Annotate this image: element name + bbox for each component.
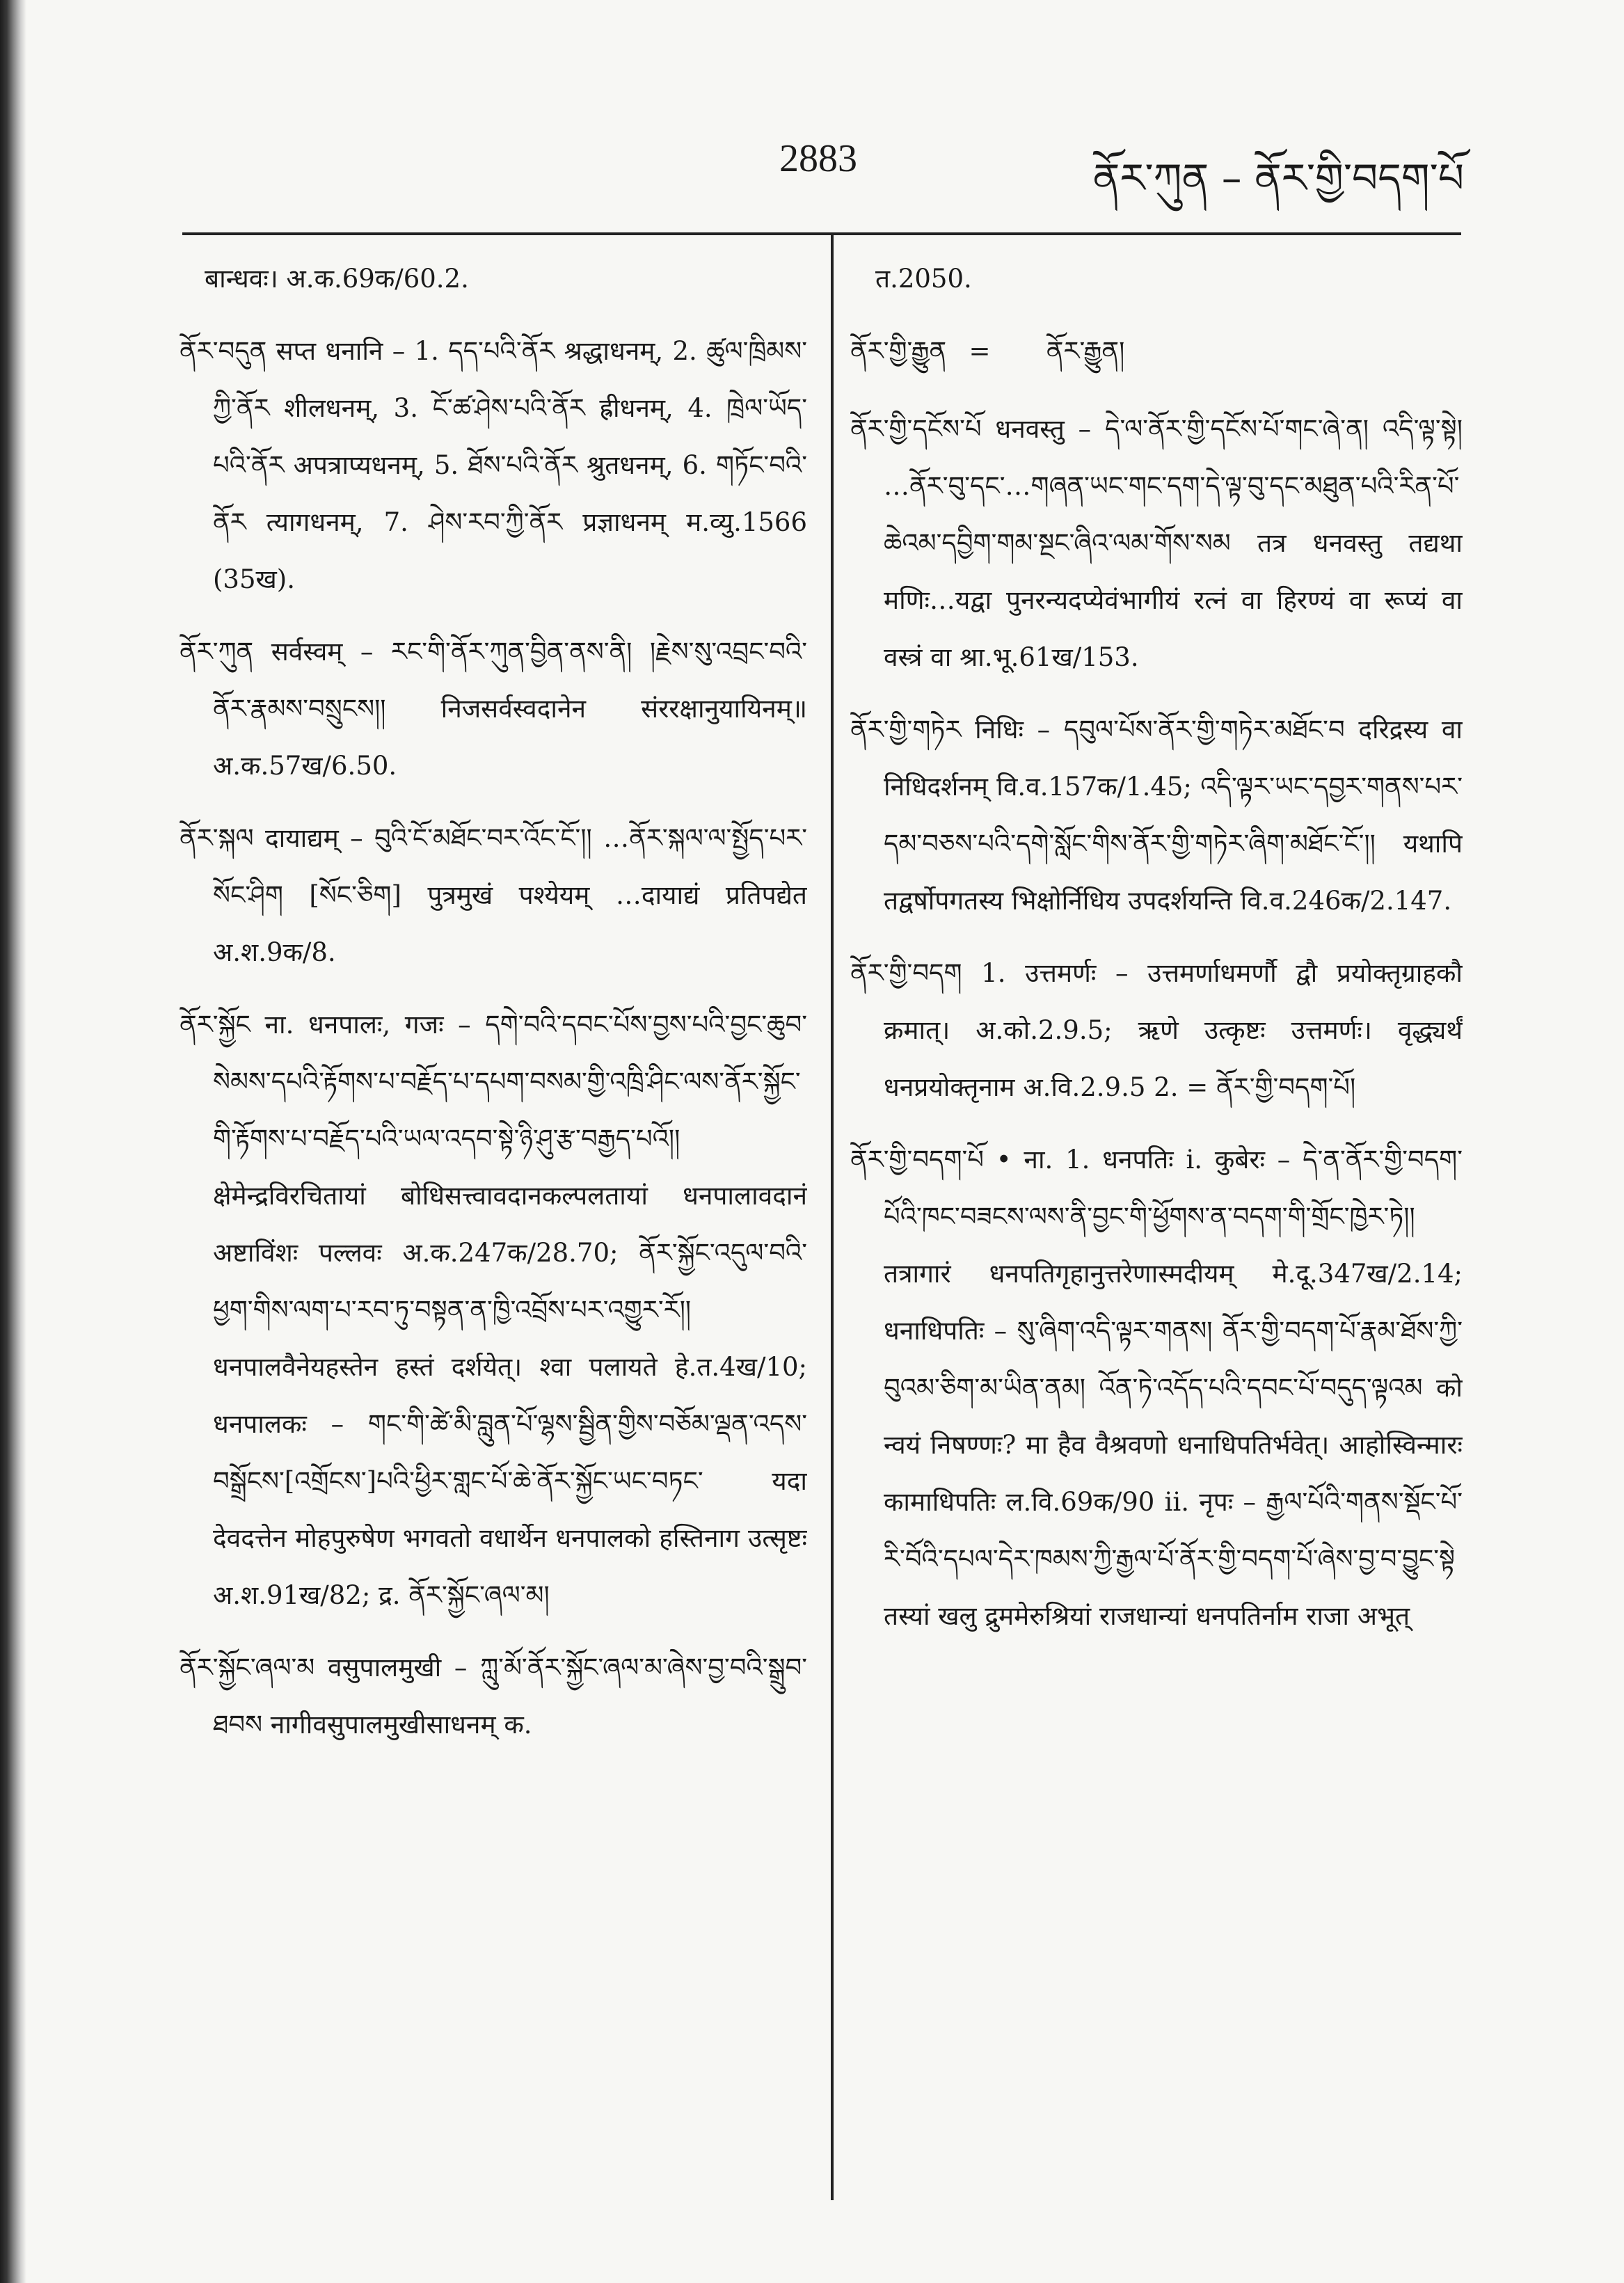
running-head: ནོར་ཀུན – ནོར་གྱི་བདག་པོ bbox=[1092, 154, 1464, 202]
header-rule bbox=[182, 232, 1461, 235]
column-divider bbox=[831, 234, 834, 2200]
dictionary-entry: त.2050. bbox=[875, 264, 972, 294]
dictionary-entry: ནོར་གྱི་བདག 1. उत्तमर्णः – उत्तमर्णाधमर्णौ द्वौ प्रयोक्तृग्राहकौ क्रमात्। अ.को.2.9.5; ऋणे उत्कृष्टः उत्तमर्णः। वृद्ध्यर्थं धनप्रयोक्तृनाम अ.वि.2.9.5 2. = ནོར་གྱི་བདག་པོ། bbox=[850, 958, 1463, 1102]
reference-target: ནོར་རྒྱུན། bbox=[1046, 336, 1125, 366]
dictionary-entry: बान्धवः। अ.क.69क/60.2. bbox=[205, 264, 469, 294]
dictionary-entry: ནོར་སྐྱོང་ཞལ་མ वसुपालमुखी – ཀླུ་མོ་ནོར་སྐྱོང་ཞལ་མ་ཞེས་བྱ་བའི་སྒྲུབ་ཐབས नागीवसुपालमुखीसाधनम् क. bbox=[180, 1653, 807, 1740]
cross-reference-entry bbox=[850, 323, 1463, 380]
dictionary-entry: ནོར་གྱི་གཏེར निधिः – དབུལ་པོས་ནོར་གྱི་གཏེར་མཐོང་བ दरिद्रस्य वा निधिदर्शनम् वि.व.157क/1.45; འདི་ལྟར་ཡང་དབྱར་གནས་པར་དམ་བཅས་པའི་དགེ་སློང་གིས་ནོར་གྱི་གཏེར་ཞིག་མཐོང་ངོ་།། यथापि तद्वर्षोपगतस्य भिक्षोर्निधिय उपदर्शयन्ति वि.व.246क/2.147. bbox=[850, 715, 1463, 916]
right-column bbox=[850, 250, 1463, 2192]
dictionary-entry: ནོར་གྱི་དངོས་པོ धनवस्तु – དེ་ལ་ནོར་གྱི་དངོས་པོ་གང་ཞེ་ན། འདི་ལྟ་སྟེ། …ནོར་བུ་དང་…གཞན་ཡང་གང་དག་དེ་ལྟ་བུ་དང་མཐུན་པའི་རིན་པོ་ཆེའམ་དབྱིག་གམ་སྔང་ཞིའ་ལམ་གོས་སམ तत्र धनवस्तु तद्यथा मणिः…यद्वा पुनरन्यदप्येवंभागीयं रत्नं वा हिरण्यं वा रूप्यं वा वस्त्रं वा श्रा.भू.61ख/153. bbox=[850, 414, 1463, 672]
dictionary-entry: ནོར་སྐྱོང ना. धनपालः, गजः – དགེ་བའི་དབང་པོས་བྱས་པའི་བྱང་ཆུབ་སེམས་དཔའི་རྟོགས་པ་བརྗོད་པ་དཔག་བསམ་གྱི་འཁྲི་ཤིང་ལས་ནོར་སྐྱོང་གི་རྟོགས་པ་བརྗོད་པའི་ཡལ་འདབ་སྟེ་ཉི་ཤུ་རྩ་བརྒྱད་པའོ།། क्षेमेन्द्रविरचितायां बोधिसत्त्वावदानकल्पलतायां धनपालावदानं अष्टाविंशः पल्लवः अ.क.247क/28.70; ནོར་སྐྱོང་འདུལ་བའི་ཕྱག་གིས་ལག་པ་རབ་ཏུ་བསྟན་ན་ཁྱི་འབྲོས་པར་འགྱུར་རོ།། धनपालवैनेयहस्तेन हस्तं दर्शयेत्। श्वा पलायते हे.त.4ख/10; धनपालकः – གང་གི་ཚེ་མི་བླུན་པོ་ལྷས་སྦྱིན་གྱིས་བཅོམ་ལྡན་འདས་བསྒྲོངས་[འགྲོངས་]པའི་ཕྱིར་གླང་པོ་ཆེ་ནོར་སྐྱོང་ཡང་བཏང་ यदा देवदत्तेन मोहपुरुषेण भगवतो वधार्थेन धनपालको हस्तिनाग उत्सृष्टः अ.श.91ख/82; द्र. ནོར་སྐྱོང་ཞལ་མ། bbox=[180, 1010, 807, 1610]
page-number: 2883 bbox=[779, 137, 857, 180]
equals-sign: = bbox=[969, 336, 991, 366]
dictionary-entry: ནོར་སྐལ दायाद्यम् – བུའི་ངོ་མཐོང་བར་འོང་ངོ་།། …ནོར་སྐལ་ལ་སྤྱོད་པར་སོང་ཤིག [སོང་ཅིག] पुत्रमुखं पश्येयम् …दायाद्यं प्रतिपद्येत अ.श.9क/8. bbox=[180, 823, 807, 967]
dictionary-entry: ནོར་གྱི་བདག་པོ • ना. 1. धनपतिः i. कुबेरः – དེ་ན་ནོར་གྱི་བདག་པོའི་ཁང་བཟངས་ལས་ནི་བྱང་གི་ཕྱོགས་ན་བདག་གི་གྲོང་ཁྱེར་ཏེ།། तत्रागारं धनपतिगृहानुत्तरेणास्मदीयम् मे.दू.347ख/2.14; धनाधिपतिः – སུ་ཞིག་འདི་ལྟར་གནས། ནོར་གྱི་བདག་པོ་རྣམ་ཐོས་ཀྱི་བུའམ་ཅིག་མ་ཡིན་ནམ། འོན་ཏེ་འདོད་པའི་དབང་པོ་བདུད་ལྟའམ को न्वयं निषण्णः? मा हैव वैश्रवणो धनाधिपतिर्भवेत्। आहोस्विन्मारः कामाधिपतिः ल.वि.69क/90 ii. नृपः – རྒྱལ་པོའི་གནས་སྡོང་པོ་རི་བོའི་དཔལ་དེར་ཁམས་ཀྱི་རྒྱལ་པོ་ནོར་གྱི་བདག་པོ་ཞེས་བྱ་བ་བྱུང་སྟེ तस्यां खलु द्रुममेरुश्रियां राजधान्यां धनपतिर्नाम राजा अभूत् bbox=[850, 1145, 1463, 1631]
dictionary-entry: ནོར་ཀུན सर्वस्वम् – རང་གི་ནོར་ཀུན་བྱིན་ནས་ནི། །རྗེས་སུ་འབྲང་བའི་ནོར་རྣམས་བསྲུངས།། निजसर्वस्वदानेन संररक्षानुयायिनम्॥ अ.क.57ख/6.50. bbox=[180, 637, 807, 781]
book-binding-edge bbox=[0, 0, 26, 2283]
dictionary-entry: ནོར་བདུན सप्त धनानि – 1. དད་པའི་ནོར श्रद्धाधनम्, 2. ཚུལ་ཁྲིམས་ཀྱི་ནོར शीलधनम्, 3. ངོ་ཚ་ཤེས་པའི་ནོར ह्रीधनम्, 4. ཁྲེལ་ཡོད་པའི་ནོར अपत्राप्यधनम्, 5. ཐོས་པའི་ནོར श्रुतधनम्, 6. གཏོང་བའི་ནོར त्यागधनम्, 7. ཤེས་རབ་ཀྱི་ནོར प्रज्ञाधनम् म.व्यु.1566 (35ख). bbox=[180, 336, 807, 594]
left-column bbox=[180, 250, 807, 2192]
headword: ནོར་གྱི་རྒྱུན bbox=[850, 336, 947, 366]
